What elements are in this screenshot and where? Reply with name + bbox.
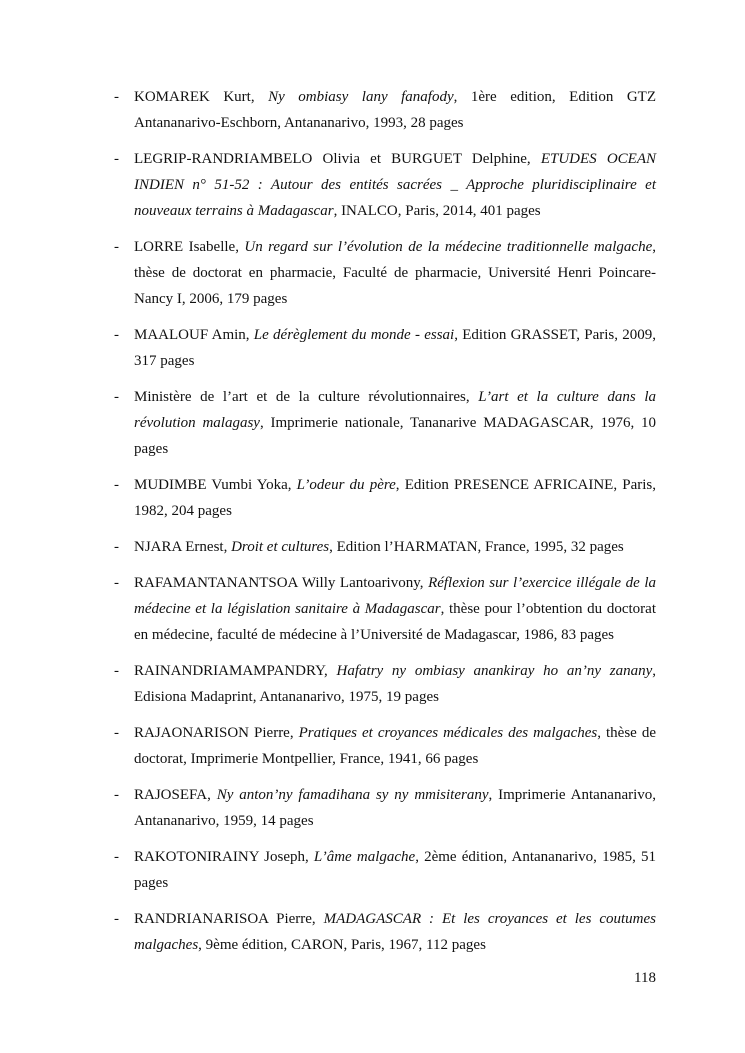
- entry-title: Hafatry ny ombiasy anankiray ho an’ny zanany: [336, 663, 653, 679]
- bibliography-entry: [114, 658, 656, 710]
- entry-details: , Edition PRESENCE AFRICAINE, Paris, 1982, 204 pages: [134, 477, 656, 519]
- entry-details: , Imprimerie nationale, Tananarive MADAGASCAR, 1976, 10 pages: [134, 415, 656, 457]
- entry-author: RAKOTONIRAINY Joseph,: [134, 849, 314, 865]
- bibliography-entry: [114, 906, 656, 958]
- bullet-dash: -: [114, 89, 119, 105]
- bibliography-entry: [114, 844, 656, 896]
- bibliography-entry: [114, 146, 656, 224]
- entry-author: RAINANDRIAMAMPANDRY,: [134, 663, 337, 679]
- bibliography-entry: [114, 570, 656, 648]
- entry-title: MADAGASCAR : Et les croyances et les coutumes malgaches: [134, 911, 657, 953]
- bullet-dash: -: [114, 787, 119, 803]
- bullet-dash: -: [114, 575, 119, 591]
- bibliography-entry: [114, 534, 656, 560]
- bullet-dash: -: [114, 239, 119, 255]
- entry-title: Pratiques et croyances médicales des malgaches: [298, 725, 598, 741]
- bullet-dash: -: [114, 663, 119, 679]
- entry-details: , Edition GRASSET, Paris, 2009, 317 pages: [134, 327, 657, 369]
- bullet-dash: -: [114, 327, 119, 343]
- entry-author: LORRE Isabelle,: [134, 239, 245, 255]
- entry-author: KOMAREK Kurt,: [134, 89, 269, 105]
- entry-title: Le dérèglement du monde - essai: [253, 327, 455, 343]
- bullet-dash: -: [114, 151, 119, 167]
- entry-details: , Edition l’HARMATAN, France, 1995, 32 pages: [329, 539, 624, 555]
- entry-author: MUDIMBE Vumbi Yoka,: [134, 477, 297, 493]
- entry-author: LEGRIP-RANDRIAMBELO Olivia et BURGUET Delphine,: [134, 151, 541, 167]
- entry-title: L’odeur du père: [296, 477, 396, 493]
- entry-title: Ny ombiasy lany fanafody: [268, 89, 454, 105]
- entry-details: , thèse pour l’obtention du doctorat en médecine, faculté de médecine à l’Université de Madagascar, 1986, 83 pages: [134, 601, 656, 643]
- bullet-dash: -: [114, 725, 119, 741]
- entry-title: Réflexion sur l’exercice illégale de la médecine et la législation sanitaire à Madagascar: [134, 575, 656, 617]
- page-number: 118: [634, 970, 656, 986]
- entry-title: Un regard sur l’évolution de la médecine traditionnelle malgache: [244, 239, 653, 255]
- bullet-dash: -: [114, 477, 119, 493]
- bibliography-list: [114, 84, 656, 968]
- bibliography-entry: [114, 322, 656, 374]
- entry-title: ETUDES OCEAN INDIEN n° 51-52 : Autour des entités sacrées _ Approche pluridisciplinaire et nouveaux terrains à Madagascar: [134, 151, 657, 219]
- entry-author: MAALOUF Amin,: [134, 327, 254, 343]
- entry-details: , thèse de doctorat, Imprimerie Montpellier, France, 1941, 66 pages: [134, 725, 657, 767]
- entry-title: L’âme malgache: [313, 849, 416, 865]
- bibliography-entry: [114, 384, 656, 462]
- bullet-dash: -: [114, 539, 119, 555]
- bibliography-entry: [114, 720, 656, 772]
- entry-title: Droit et cultures: [231, 539, 330, 555]
- entry-author: NJARA Ernest,: [134, 539, 232, 555]
- bibliography-entry: [114, 84, 656, 136]
- bullet-dash: -: [114, 389, 119, 405]
- entry-author: RANDRIANARISOA Pierre,: [134, 911, 324, 927]
- entry-details: , 1ère edition, Edition GTZ Antananarivo-Eschborn, Antananarivo, 1993, 28 pages: [134, 89, 656, 131]
- entry-author: RAJOSEFA,: [134, 787, 217, 803]
- bullet-dash: -: [114, 849, 119, 865]
- entry-details: , Imprimerie Antananarivo, Antananarivo, 1959, 14 pages: [134, 787, 657, 829]
- entry-details: , Edisiona Madaprint, Antananarivo, 1975, 19 pages: [134, 663, 656, 705]
- entry-details: , 9ème édition, CARON, Paris, 1967, 112 pages: [198, 937, 486, 953]
- entry-title: L’art et la culture dans la révolution malagasy: [134, 389, 656, 431]
- entry-author: RAJAONARISON Pierre,: [134, 725, 299, 741]
- entry-author: RAFAMANTANANTSOA Willy Lantoarivony,: [134, 575, 429, 591]
- entry-title: Ny anton’ny famadihana sy ny mmisiterany: [216, 787, 489, 803]
- bullet-dash: -: [114, 911, 119, 927]
- bibliography-entry: [114, 472, 656, 524]
- bibliography-entry: [114, 234, 656, 312]
- entry-details: , thèse de doctorat en pharmacie, Faculté de pharmacie, Université Henri Poincare-Nancy I, 2006, 179 pages: [134, 239, 656, 307]
- entry-details: , 2ème édition, Antananarivo, 1985, 51 pages: [134, 849, 656, 891]
- entry-author: Ministère de l’art et de la culture révolutionnaires,: [134, 389, 479, 405]
- entry-details: , INALCO, Paris, 2014, 401 pages: [333, 203, 541, 219]
- bibliography-entry: [114, 782, 656, 834]
